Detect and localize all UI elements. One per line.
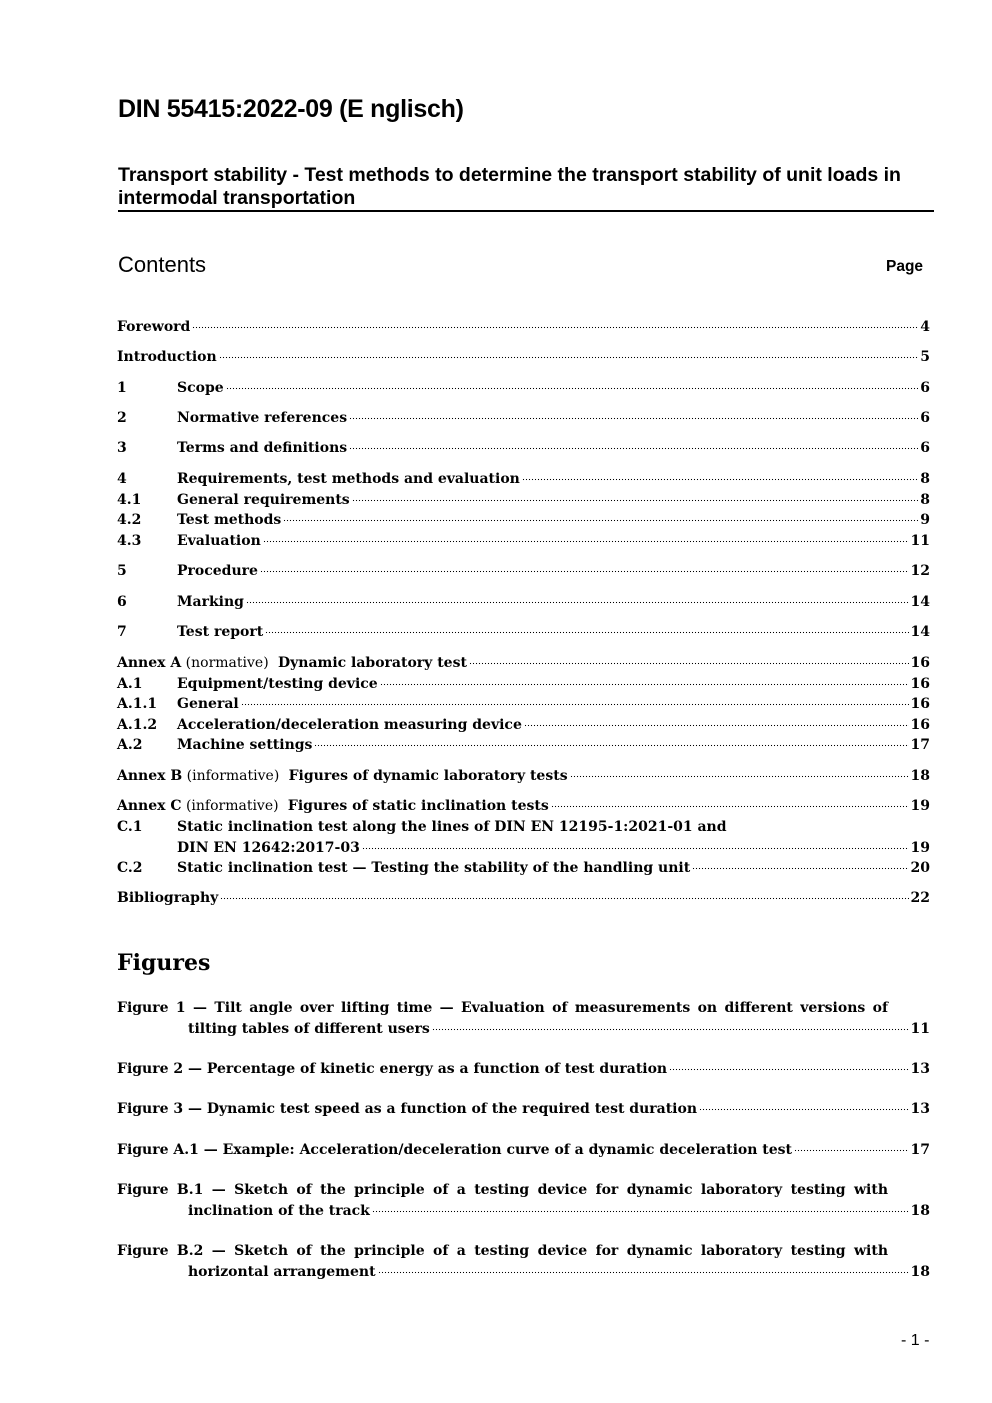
toc-entry-page: 17 bbox=[910, 737, 930, 753]
document-subtitle: Transport stability - Test methods to determine the transport stability of unit loads in intermodal transportation bbox=[118, 164, 901, 209]
toc-entry-page: 14 bbox=[910, 624, 930, 640]
figure-entry-2[interactable] bbox=[117, 1059, 930, 1080]
page-number: - 1 - bbox=[901, 1332, 930, 1349]
toc-entry-text: Introduction bbox=[117, 349, 217, 365]
dot-leader bbox=[283, 519, 918, 523]
toc-entry-1[interactable] bbox=[117, 378, 930, 399]
title-divider bbox=[118, 210, 934, 212]
figure-entry-text-continuation: horizontal arrangement bbox=[188, 1264, 376, 1280]
toc-entry-page: 6 bbox=[920, 410, 930, 426]
toc-entry-a-1-1[interactable] bbox=[117, 694, 930, 715]
toc-entry-number: 4.3 bbox=[117, 533, 142, 549]
figure-entry-b-2[interactable] bbox=[117, 1241, 930, 1283]
dot-leader bbox=[263, 540, 909, 544]
document-title: DIN 55415:2022-09 (E nglisch) bbox=[118, 95, 464, 123]
dot-leader bbox=[241, 703, 909, 707]
dot-leader bbox=[432, 1028, 909, 1032]
toc-entry-text: Foreword bbox=[117, 319, 191, 335]
figure-entry-page: 13 bbox=[910, 1101, 930, 1117]
toc-annex-qualifier: (normative) bbox=[181, 655, 274, 671]
dot-leader bbox=[794, 1149, 908, 1153]
dot-leader bbox=[192, 326, 918, 330]
dot-leader bbox=[349, 447, 918, 451]
figure-entry-b-1[interactable] bbox=[117, 1180, 930, 1222]
figure-entry-text: Figure B.2 — Sketch of the principle of a testing device for dynamic laboratory testing with bbox=[117, 1243, 888, 1259]
toc-entry-4-1[interactable] bbox=[117, 490, 930, 511]
toc-entry-4[interactable] bbox=[117, 469, 930, 490]
toc-annex-label: Annex C bbox=[117, 798, 182, 814]
toc-entry-text-continuation: DIN EN 12642:2017-03 bbox=[177, 840, 360, 856]
figure-entry-page: 17 bbox=[910, 1142, 930, 1158]
toc-entry-foreword[interactable] bbox=[117, 317, 930, 338]
toc-entry-number: 1 bbox=[117, 380, 127, 396]
toc-entry-number: 6 bbox=[117, 594, 127, 610]
toc-entry-text: General requirements bbox=[177, 492, 350, 508]
figure-entry-a-1[interactable] bbox=[117, 1140, 930, 1161]
toc-entry-4-2[interactable] bbox=[117, 510, 930, 531]
toc-entry-page: 4 bbox=[920, 319, 930, 335]
figure-entry-text: Figure 1 — Tilt angle over lifting time — Evaluation of measurements on different versions of bbox=[117, 1000, 888, 1016]
figure-entry-3[interactable] bbox=[117, 1099, 930, 1120]
dot-leader bbox=[219, 356, 919, 360]
figure-entry-text-continuation: inclination of the track bbox=[188, 1203, 370, 1219]
dot-leader bbox=[669, 1068, 908, 1072]
toc-entry-6[interactable] bbox=[117, 592, 930, 613]
figure-entry-text: Figure B.1 — Sketch of the principle of a testing device for dynamic laboratory testing with bbox=[117, 1182, 888, 1198]
toc-entry-number: A.1.2 bbox=[117, 717, 158, 733]
toc-entry-page: 19 bbox=[910, 798, 930, 814]
figure-entry-page: 18 bbox=[910, 1203, 930, 1219]
toc-entry-page: 6 bbox=[920, 380, 930, 396]
toc-entry-text: Bibliography bbox=[117, 890, 219, 906]
figures-heading: Figures bbox=[117, 950, 211, 976]
toc-entry-text: Procedure bbox=[177, 563, 258, 579]
toc-entry-number: 4 bbox=[117, 471, 127, 487]
toc-entry-4-3[interactable] bbox=[117, 531, 930, 552]
toc-entry-page: 12 bbox=[910, 563, 930, 579]
contents-heading: Contents bbox=[118, 252, 207, 277]
toc-entry-a-1-2[interactable] bbox=[117, 715, 930, 736]
figure-entry-1[interactable] bbox=[117, 998, 930, 1040]
dot-leader bbox=[314, 744, 908, 748]
dot-leader bbox=[524, 724, 909, 728]
dot-leader bbox=[551, 805, 909, 809]
toc-entry-page: 6 bbox=[920, 440, 930, 456]
figure-entry-page: 18 bbox=[910, 1264, 930, 1280]
dot-leader bbox=[522, 478, 918, 482]
figure-entry-text-continuation: tilting tables of different users bbox=[188, 1021, 430, 1037]
toc-entry-page: 14 bbox=[910, 594, 930, 610]
dot-leader bbox=[220, 897, 908, 901]
figure-entry-page: 11 bbox=[910, 1021, 930, 1037]
dot-leader bbox=[246, 601, 909, 605]
toc-entry-text: Test report bbox=[177, 624, 264, 640]
toc-entry-a-2[interactable] bbox=[117, 735, 930, 756]
toc-entry-introduction[interactable] bbox=[117, 347, 930, 368]
toc-entry-text: Dynamic laboratory test bbox=[273, 655, 467, 671]
toc-entry-number: 7 bbox=[117, 624, 127, 640]
toc-entry-text: General bbox=[177, 696, 239, 712]
toc-entry-number: 4.2 bbox=[117, 512, 142, 528]
toc-entry-text: Evaluation bbox=[177, 533, 261, 549]
toc-entry-number: A.1 bbox=[117, 676, 143, 692]
dot-leader bbox=[469, 662, 909, 666]
toc-entry-c-2[interactable] bbox=[117, 858, 930, 879]
toc-entry-5[interactable] bbox=[117, 561, 930, 582]
toc-entry-text: Test methods bbox=[177, 512, 282, 528]
toc-entry-bibliography[interactable] bbox=[117, 888, 930, 909]
toc-entry-text: Static inclination test — Testing the stability of the handling unit bbox=[177, 860, 691, 876]
toc-annex-qualifier: (informative) bbox=[181, 798, 284, 814]
dot-leader bbox=[372, 1210, 909, 1214]
toc-entry-a-1[interactable] bbox=[117, 674, 930, 695]
dot-leader bbox=[699, 1108, 909, 1112]
toc-entry-page: 9 bbox=[920, 512, 930, 528]
figure-entry-text: Figure 3 — Dynamic test speed as a function of the required test duration bbox=[117, 1101, 698, 1117]
toc-entry-number: A.1.1 bbox=[117, 696, 158, 712]
toc-entry-number: 2 bbox=[117, 410, 127, 426]
toc-annex-label: Annex A bbox=[117, 655, 182, 671]
dot-leader bbox=[352, 499, 919, 503]
toc-entry-page: 16 bbox=[910, 696, 930, 712]
toc-entry-page: 16 bbox=[910, 655, 930, 671]
toc-entry-page: 5 bbox=[920, 349, 930, 365]
toc-annex-label: Annex B bbox=[117, 768, 183, 784]
dot-leader bbox=[349, 417, 918, 421]
toc-entry-page: 8 bbox=[920, 471, 930, 487]
figure-entry-text: Figure A.1 — Example: Acceleration/deceleration curve of a dynamic deceleration test bbox=[117, 1142, 793, 1158]
dot-leader bbox=[265, 631, 908, 635]
toc-entry-annex-c[interactable] bbox=[117, 796, 930, 817]
toc-entry-text: Acceleration/deceleration measuring device bbox=[177, 717, 522, 733]
toc-entry-number: C.1 bbox=[117, 819, 143, 835]
dot-leader bbox=[378, 1271, 909, 1275]
toc-entry-text: Machine settings bbox=[177, 737, 313, 753]
toc-entry-number: 3 bbox=[117, 440, 127, 456]
dot-leader bbox=[226, 387, 919, 391]
toc-entry-c-1[interactable] bbox=[117, 817, 930, 859]
toc-entry-number: 5 bbox=[117, 563, 127, 579]
toc-entry-number: 4.1 bbox=[117, 492, 142, 508]
toc-entry-page: 18 bbox=[910, 768, 930, 784]
toc-entry-page: 20 bbox=[910, 860, 930, 876]
toc-entry-text: Requirements, test methods and evaluation bbox=[177, 471, 520, 487]
dot-leader bbox=[380, 683, 909, 687]
toc-entry-text: Equipment/testing device bbox=[177, 676, 378, 692]
dot-leader bbox=[570, 775, 909, 779]
toc-entry-page: 11 bbox=[910, 533, 930, 549]
toc-entry-page: 8 bbox=[920, 492, 930, 508]
toc-entry-text: Normative references bbox=[177, 410, 348, 426]
figure-entry-text: Figure 2 — Percentage of kinetic energy as a function of test duration bbox=[117, 1061, 668, 1077]
toc-entry-annex-b[interactable] bbox=[117, 766, 930, 787]
toc-annex-qualifier: (informative) bbox=[182, 768, 284, 784]
toc-entry-text: Figures of dynamic laboratory tests bbox=[283, 768, 568, 784]
toc-entry-page: 16 bbox=[910, 717, 930, 733]
toc-entry-page: 19 bbox=[910, 840, 930, 856]
toc-entry-text: Scope bbox=[177, 380, 224, 396]
toc-entry-text: Static inclination test along the lines of DIN EN 12195-1:2021-01 and bbox=[177, 819, 727, 835]
figure-entry-page: 13 bbox=[910, 1061, 930, 1077]
toc-entry-text: Terms and definitions bbox=[177, 440, 348, 456]
toc-entry-number: A.2 bbox=[117, 737, 143, 753]
toc-entry-annex-a[interactable] bbox=[117, 653, 930, 674]
toc-entry-page: 16 bbox=[910, 676, 930, 692]
dot-leader bbox=[692, 867, 908, 871]
dot-leader bbox=[260, 570, 909, 574]
toc-entry-2[interactable] bbox=[117, 408, 930, 429]
toc-entry-7[interactable] bbox=[117, 622, 930, 643]
page-column-label: Page bbox=[886, 258, 924, 275]
toc-entry-number: C.2 bbox=[117, 860, 143, 876]
toc-entry-text: Marking bbox=[177, 594, 244, 610]
toc-entry-page: 22 bbox=[910, 890, 930, 906]
toc-entry-text: Figures of static inclination tests bbox=[283, 798, 549, 814]
dot-leader bbox=[362, 847, 909, 851]
toc-entry-3[interactable] bbox=[117, 438, 930, 459]
